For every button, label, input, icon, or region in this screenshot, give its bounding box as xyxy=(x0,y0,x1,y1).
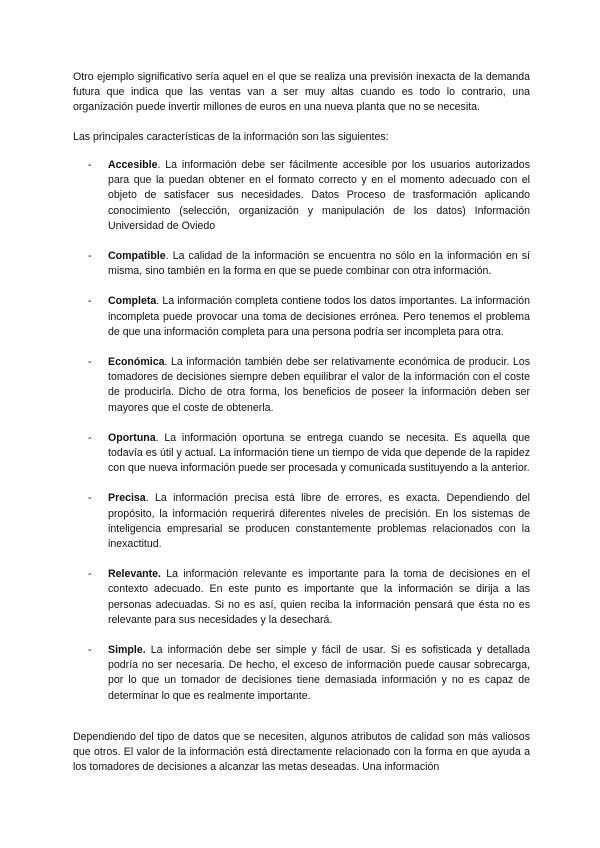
intro-paragraph: Otro ejemplo significativo sería aquel en el que se realiza una previsión inexacta de la demanda futura que indica que las ventas van a ser muy altas cuando es todo lo contrario, una organización puede invertir millones de euros en una nueva planta que no se necesita. xyxy=(73,71,530,114)
description: . La información debe ser fácilmente accesible por los usuarios autorizados para que la puedan obtener en el formato correcto y en el momento adecuado con el objeto de satisfacer sus necesidades. Datos Proceso de trasformación aplicando conocimiento (selección, organización y manipulación de los datos) Información Universidad de Oviedo xyxy=(108,159,530,232)
list-item xyxy=(88,643,530,704)
bullet-dash: - xyxy=(88,356,92,369)
list-item xyxy=(88,567,530,628)
bullet-dash: - xyxy=(88,250,92,263)
bullet-dash: - xyxy=(88,644,92,657)
bullet-dash: - xyxy=(88,159,92,171)
description: . La información también debe ser relativamente económica de producir. Los tomadores de decisiones siempre deben equilibrar el valor de la información con el coste de producirla. Dicho de otra forma, los beneficios de poseer la información deben ser mayores que el coste de obtenerla. xyxy=(108,356,530,414)
list-item xyxy=(88,294,530,340)
term-oportuna: Oportuna xyxy=(108,431,156,444)
term-compatible: Compatible xyxy=(108,250,166,263)
closing-paragraph: Dependiendo del tipo de datos que se necesiten, algunos atributos de calidad son más valiosos que otros. El valor de la información está directamente relacionado con la forma en que ayuda a los tomadores de decisiones a alcanzar las metas deseadas. Una información xyxy=(73,731,530,774)
list-item xyxy=(88,249,530,279)
list-intro: Las principales características de la información son las siguientes: xyxy=(73,131,389,143)
description: La información relevante es importante para la toma de decisiones en el contexto adecuado. En este punto es importante que la información se dirija a las personas adecuadas. Si no es así, quien reciba la información pensará que ésta no es relevante para sus necesidades y la desechará. xyxy=(108,568,530,626)
list-item xyxy=(88,431,530,477)
list-item xyxy=(88,491,530,552)
bullet-dash: - xyxy=(88,568,92,581)
description: . La información oportuna se entrega cuando se necesita. Es aquella que todavía es útil y actual. La información tiene un tiempo de vida que depende de la rapidez con que nueva información puede ser procesada y comunicada sustituyendo a la anterior. xyxy=(108,431,530,475)
bullet-dash: - xyxy=(88,492,92,505)
description: . La información completa contiene todos los datos importantes. La información incompleta puede provocar una toma de decisiones errónea. Pero tenemos el problema de que una información completa para una persona podría ser incompleta para otra. xyxy=(108,295,530,338)
term-completa: Completa xyxy=(108,295,157,308)
list-item xyxy=(88,355,530,416)
bullet-dash: - xyxy=(88,295,92,308)
term-accesible: Accesible xyxy=(108,159,158,171)
term-economica: Económica xyxy=(108,356,165,369)
bullet-dash: - xyxy=(88,431,92,444)
term-simple: Simple. xyxy=(108,644,146,657)
description: . La calidad de la información se encuentra no sólo en la información en sí misma, sino también en la forma en que se puede combinar con otra información. xyxy=(108,250,530,278)
term-precisa: Precisa xyxy=(108,492,146,505)
description: . La información precisa está libre de errores, es exacta. Dependiendo del propósito, la información requerirá diferentes niveles de precisión. En los sistemas de inteligencia empresarial se producen constantemente problemas relacionados con la inexactitud. xyxy=(108,492,530,551)
list-item xyxy=(88,158,530,234)
description: La información debe ser simple y fácil de usar. Si es sofisticada y detallada podría no ser necesaria. De hecho, el exceso de información puede causar sobrecarga, por lo que un tomador de decisiones tiene demasiada información y no es capaz de determinar lo que es realmente importante. xyxy=(108,644,530,702)
characteristics-list xyxy=(88,158,530,719)
term-relevante: Relevante. xyxy=(108,568,161,581)
